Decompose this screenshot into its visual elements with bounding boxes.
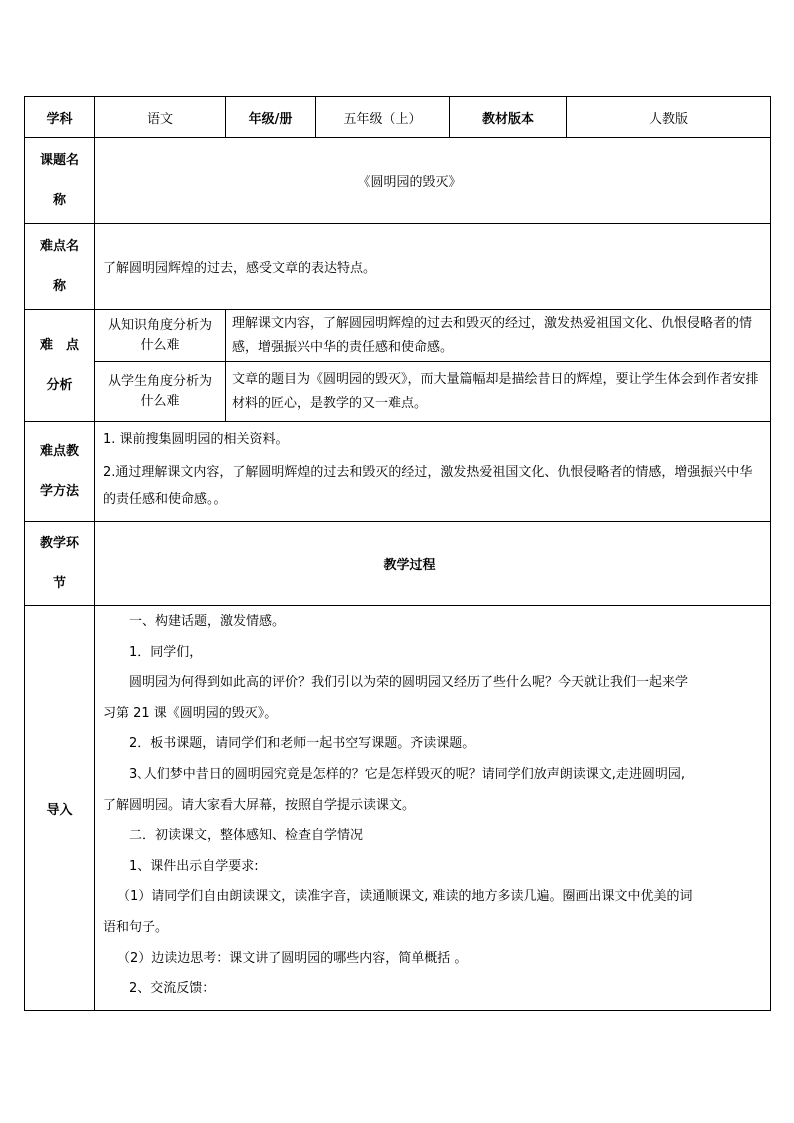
intro-label: 导入 <box>25 606 95 1011</box>
intro-line-1: 一、构建话题，激发情感。 <box>129 614 286 629</box>
method-label-line2: 学方法 <box>39 483 79 499</box>
intro-line-12: （2）边读边思考：课文讲了圆明园的哪些内容，简单概括 。 <box>117 950 468 966</box>
process-title: 教学过程 <box>95 522 771 606</box>
intro-line-8: 二．初读课文，整体感知、检查自学情况 <box>129 828 364 844</box>
intro-row <box>25 606 771 1011</box>
edition-value: 人教版 <box>567 97 771 138</box>
intro-line-4: 习第 21 课《圆明园的毁灭》。 <box>103 705 278 721</box>
lesson-plan-table <box>24 96 771 1011</box>
intro-content <box>95 606 771 1011</box>
knowledge-angle-label: 从知识角度分析为什么难 <box>95 310 226 362</box>
method-item-1: 1. 课前搜集圆明园的相关资料。 <box>103 432 289 447</box>
intro-line-11: 语和句子。 <box>103 919 169 935</box>
topic-label-line2: 称 <box>52 192 66 208</box>
intro-line-10: （1）请同学们自由朗读课文，读准字音，读通顺课文, 难读的地方多读几遍。圈画出课文中优美的词 <box>117 889 693 905</box>
intro-line-3: 圆明园为何得到如此高的评价？我们引以为荣的圆明园又经历了些什么呢？今天就让我们一起来学 <box>129 675 689 691</box>
topic-value: 《圆明园的毁灭》 <box>95 138 771 224</box>
analysis-row-student <box>25 362 771 422</box>
difficulty-row <box>25 224 771 310</box>
subject-value: 语文 <box>95 97 226 138</box>
process-label-line1: 教学环 <box>39 535 79 551</box>
analysis-label <box>25 310 95 422</box>
difficulty-label <box>25 224 95 310</box>
process-label <box>25 522 95 606</box>
difficulty-value: 了解圆明园辉煌的过去，感受文章的表达特点。 <box>95 224 771 310</box>
student-angle-label: 从学生角度分析为什么难 <box>95 362 226 422</box>
analysis-label-line2: 分析 <box>46 377 73 393</box>
topic-label <box>25 138 95 224</box>
intro-line-2: 1．同学们， <box>129 644 203 660</box>
intro-line-9: 1、课件出示自学要求: <box>129 858 259 874</box>
method-content <box>95 422 771 522</box>
topic-label-line1: 课题名 <box>39 152 79 168</box>
grade-value: 五年级（上） <box>316 97 450 138</box>
process-row <box>25 522 771 606</box>
intro-line-6: 3､人们梦中昔日的圆明园究竟是怎样的？它是怎样毁灭的呢？请同学们放声朗读课文,走进圆明园, <box>129 766 686 782</box>
method-row <box>25 422 771 522</box>
process-label-line2: 节 <box>52 575 66 591</box>
method-label-line1: 难点教 <box>39 443 79 459</box>
method-label <box>25 422 95 522</box>
student-angle-text: 文章的题目为《圆明园的毁灭》，而大量篇幅却是描绘昔日的辉煌，要让学生体会到作者安排材料的匠心，是教学的又一难点。 <box>226 362 771 422</box>
intro-line-5: 2．板书课题，请同学们和老师一起书空写课题。齐读课题。 <box>129 736 476 752</box>
header-row <box>25 97 771 138</box>
difficulty-label-line1: 难点名 <box>39 238 79 254</box>
analysis-row-knowledge <box>25 310 771 362</box>
difficulty-label-line2: 称 <box>52 278 66 294</box>
knowledge-angle-text: 理解课文内容，了解圆园明辉煌的过去和毁灭的经过，激发热爱祖国文化、仇恨侵略者的情感，增强振兴中华的责任感和使命感。 <box>226 310 771 362</box>
edition-label: 教材版本 <box>450 97 567 138</box>
grade-label: 年级/册 <box>226 97 316 138</box>
intro-line-7: 了解圆明园。请大家看大屏幕，按照自学提示读课文。 <box>103 797 416 813</box>
topic-row <box>25 138 771 224</box>
method-item-2: 2.通过理解课文内容，了解圆明辉煌的过去和毁灭的经过，激发热爱祖国文化、仇恨侵略者的情感，增强振兴中华的责任感和使命感。。 <box>103 465 753 507</box>
intro-line-13: 2、交流反馈： <box>129 981 216 997</box>
subject-label: 学科 <box>25 97 95 138</box>
analysis-label-line1: 难 点 <box>39 337 79 353</box>
